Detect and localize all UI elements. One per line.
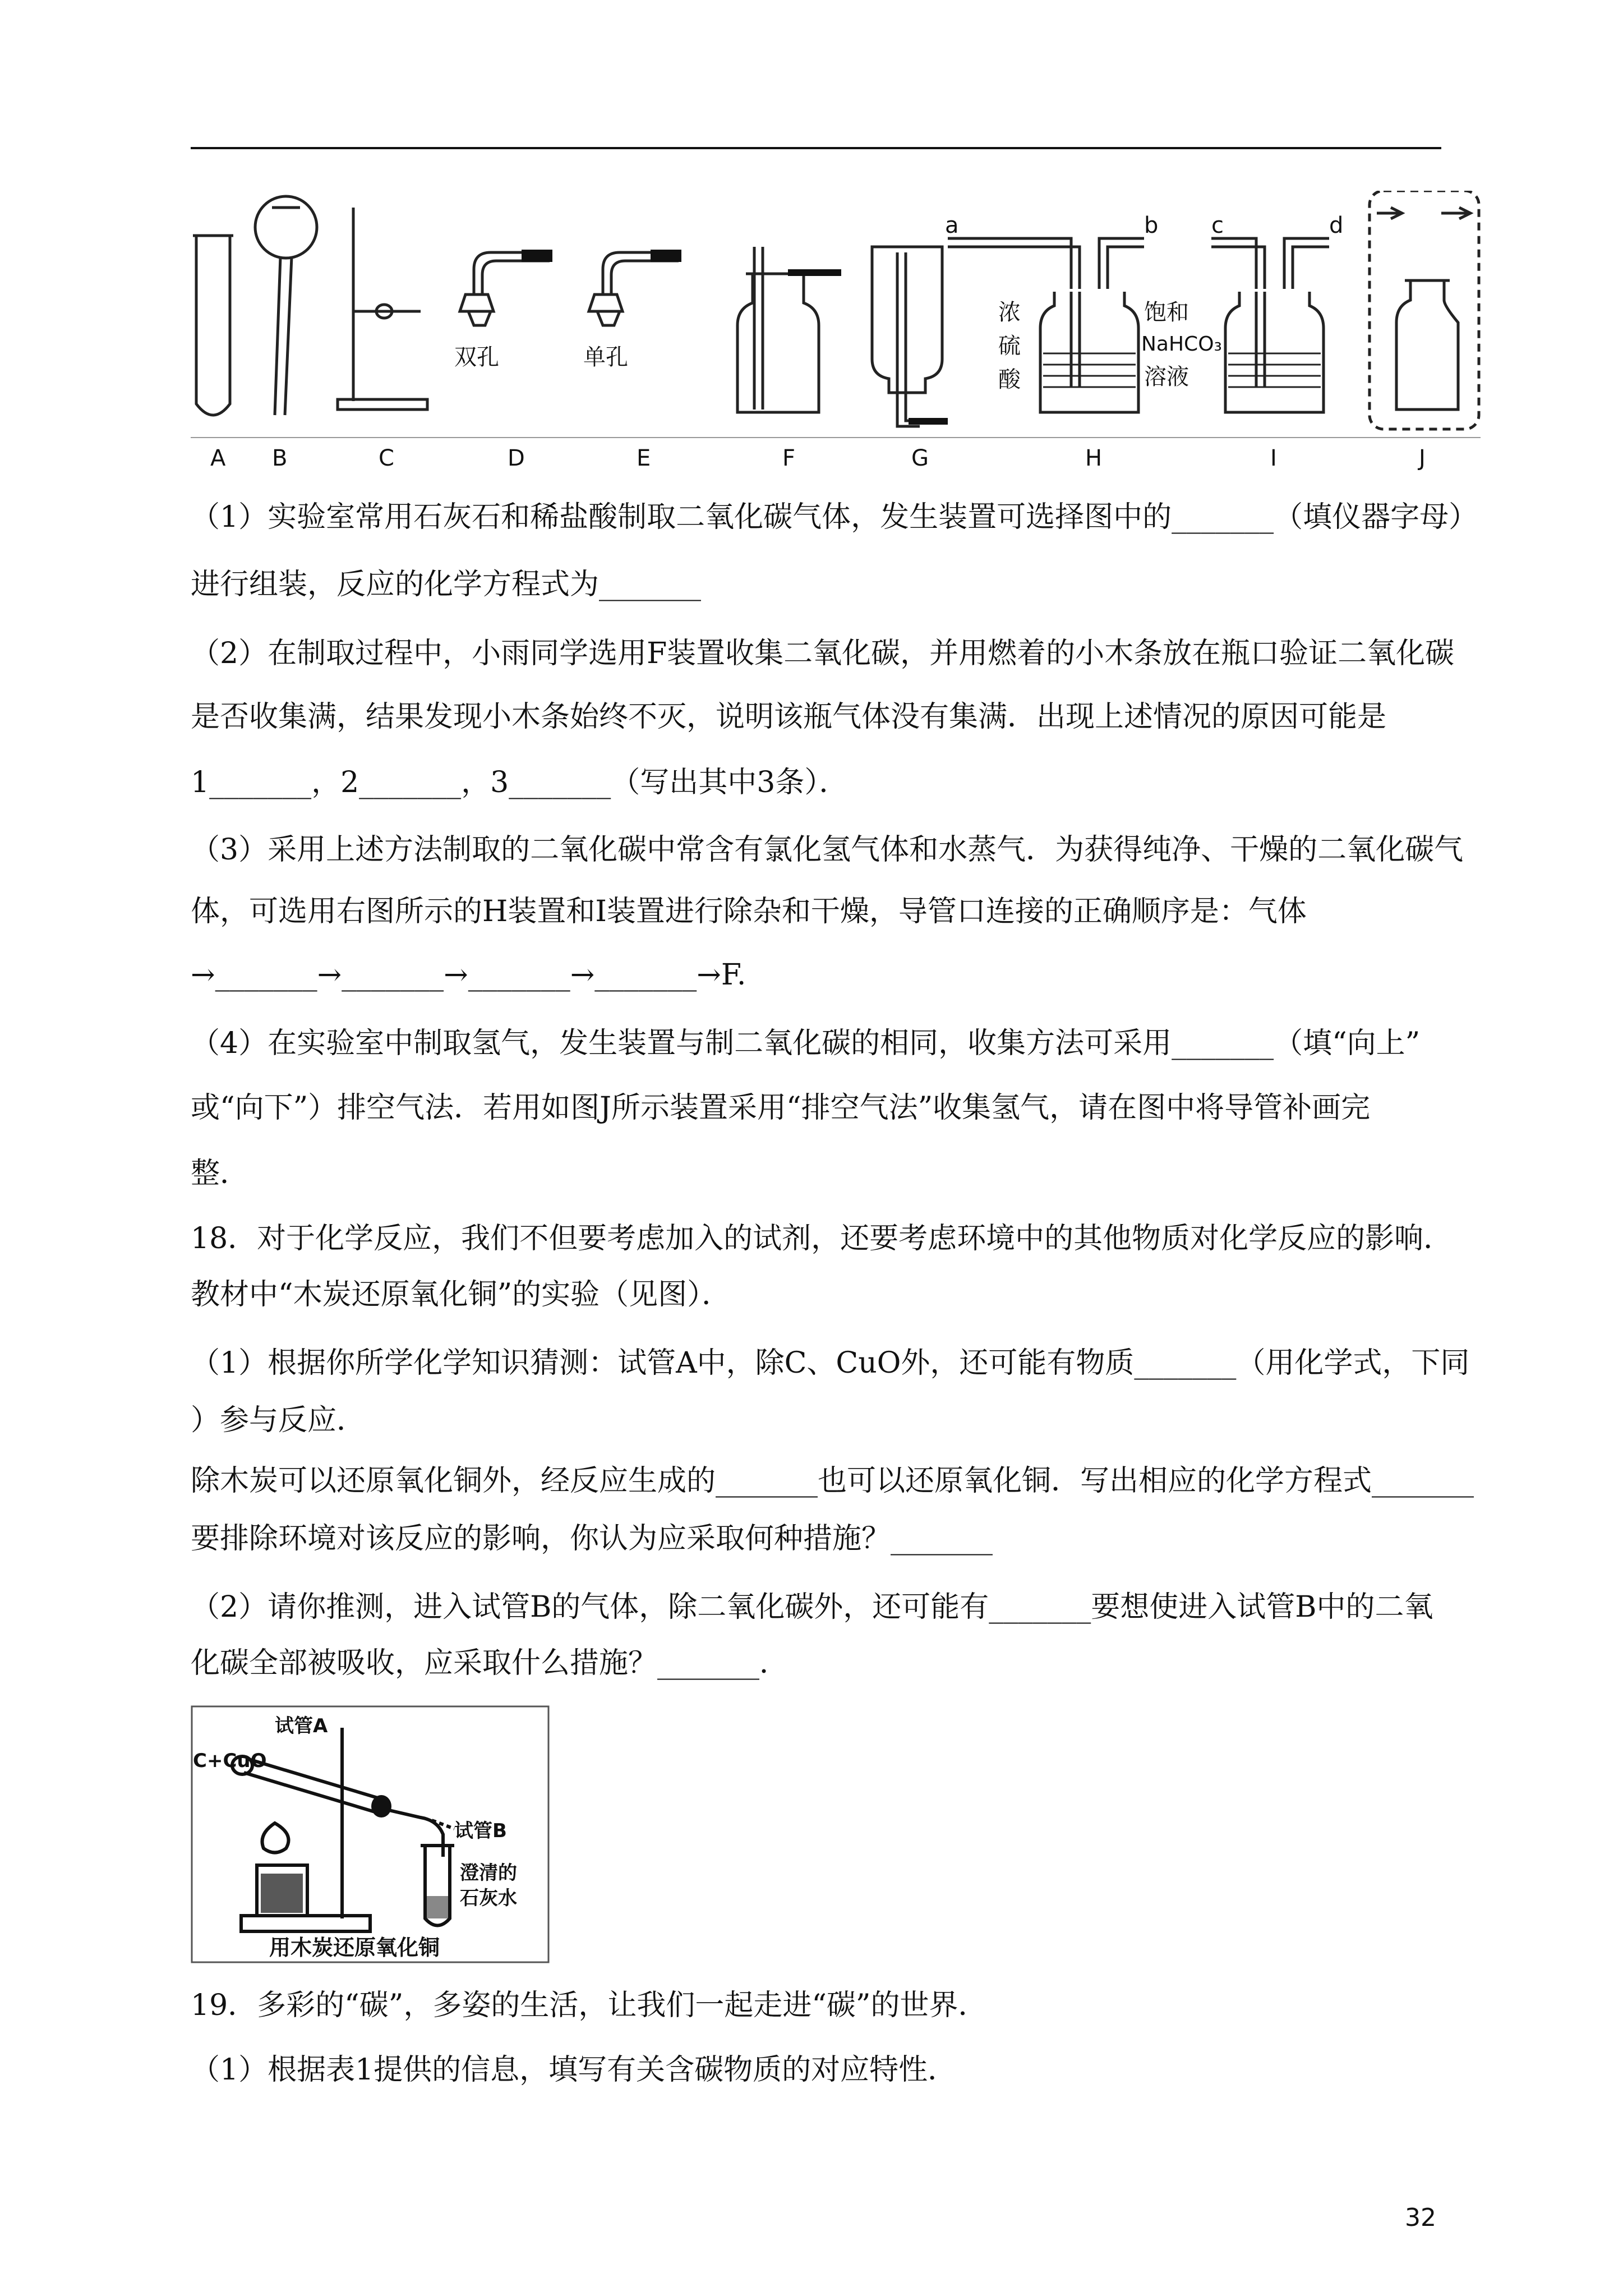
header-rule (191, 147, 1441, 149)
q17-p2-line3: 1_______，2_______，3_______（写出其中3条）． (191, 766, 849, 799)
q17-p4-line1: （4）在实验室中制取氢气，发生装置与制二氧化碳的相同，收集方法可采用_______（填“向上” (191, 1027, 1421, 1060)
q17-p1-line1: （1）实验室常用石灰石和稀盐酸制取二氧化碳气体，发生装置可选择图中的_______（填仪器字母） (191, 500, 1478, 534)
reactants-label: C+CuO (193, 1750, 267, 1772)
label-i: I (1270, 445, 1277, 471)
limewater-label-2: 石灰水 (460, 1887, 517, 1910)
q19-line1: 19．多彩的“碳”，多姿的生活，让我们一起走进“碳”的世界． (191, 1989, 988, 2022)
figure2-caption: 用木炭还原氧化铜 (269, 1935, 440, 1960)
q18-line1: 18．对于化学反应，我们不但要考虑加入的试剂，还要考虑环境中的其他物质对化学反应的影响． (191, 1222, 1453, 1255)
q19-p1: （1）根据表1提供的信息，填写有关含碳物质的对应特性． (191, 2053, 957, 2087)
q17-p3-line3: →_______→_______→_______→_______→F. (191, 958, 746, 992)
apparatus-figure (191, 191, 1481, 471)
i-port-c: c (1211, 213, 1224, 238)
funnel-b (255, 196, 317, 258)
gas-bottle-f (737, 275, 819, 412)
label-j: J (1419, 445, 1426, 471)
i-liquid-1: 饱和 (1144, 300, 1189, 325)
h-liquid-2: 硫 (998, 333, 1021, 359)
h-liquid-1: 浓 (998, 300, 1021, 325)
h-liquid-3: 酸 (998, 367, 1021, 393)
label-g: G (911, 445, 929, 471)
label-c: C (379, 445, 394, 471)
i-liquid-3: 溶液 (1144, 364, 1189, 390)
label-b: B (272, 445, 288, 471)
label-f: F (782, 445, 796, 471)
q17-p4-line3: 整． (191, 1157, 250, 1190)
d-label-text: 双孔 (454, 344, 499, 370)
i-liquid-2: NaHCO₃ (1141, 333, 1222, 356)
label-d: D (508, 445, 525, 471)
q17-p1-line2: 进行组装，反应的化学方程式为_______ (191, 568, 702, 601)
tube-a-label: 试管A (275, 1715, 328, 1737)
q17-p2-line1: （2）在制取过程中，小雨同学选用F装置收集二氧化碳，并用燃着的小木条放在瓶口验证二氧化碳 (191, 637, 1455, 670)
q18-p1-line2: ）参与反应． (191, 1404, 366, 1437)
wash-bottle-h (1040, 292, 1138, 412)
q17-p4-line2: 或“向下”）排空气法．若用如图J所示装置采用“排空气法”收集氢气，请在图中将导管补画完 (191, 1091, 1371, 1125)
q18-line2: 教材中“木炭还原氧化铜”的实验（见图）． (191, 1278, 731, 1312)
one-hole-stopper-e (589, 252, 679, 325)
label-h: H (1085, 445, 1103, 471)
page-number: 32 (1405, 2203, 1436, 2232)
tube-b-label: 试管B (454, 1820, 507, 1842)
label-e: E (637, 445, 651, 471)
q18-p1-line3: 除木炭可以还原氧化铜外，经反应生成的_______也可以还原氧化铜．写出相应的化学方程式_______ (191, 1464, 1474, 1498)
label-a: A (210, 445, 226, 471)
carbon-reduction-figure (191, 1705, 550, 1963)
test-tube-a (196, 236, 230, 415)
apparatus-j-box (1370, 191, 1479, 429)
wash-bottle-i (1225, 292, 1324, 412)
q18-p1-line1: （1）根据你所学化学知识猜测：试管A中，除C、CuO外，还可能有物质_______（用化学式，下同 (191, 1346, 1470, 1380)
h-port-b: b (1144, 213, 1159, 238)
two-hole-stopper-d (460, 252, 550, 325)
q18-p2-line1: （2）请你推测，进入试管B的气体，除二氧化碳外，还可能有_______要想使进入试管B中的二氧 (191, 1590, 1433, 1624)
e-label-text: 单孔 (583, 344, 628, 370)
limewater-label-1: 澄清的 (460, 1862, 517, 1884)
q17-p3-line1: （3）采用上述方法制取的二氧化碳中常含有氯化氢气体和水蒸气．为获得纯净、干燥的二氧化碳气 (191, 833, 1464, 867)
q18-p1-line4: 要排除环境对该反应的影响，你认为应采取何种措施？_______ (191, 1522, 993, 1556)
h-port-a: a (945, 213, 959, 238)
q17-p2-line2: 是否收集满，结果发现小木条始终不灭，说明该瓶气体没有集满．出现上述情况的原因可能是 (191, 700, 1387, 734)
q17-p3-line2: 体，可选用右图所示的H装置和I装置进行除杂和干燥，导管口连接的正确顺序是：气体 (191, 895, 1307, 928)
q18-p2-line2: 化碳全部被吸收，应采取什么措施？_______． (191, 1646, 789, 1680)
i-port-d: d (1329, 213, 1344, 238)
